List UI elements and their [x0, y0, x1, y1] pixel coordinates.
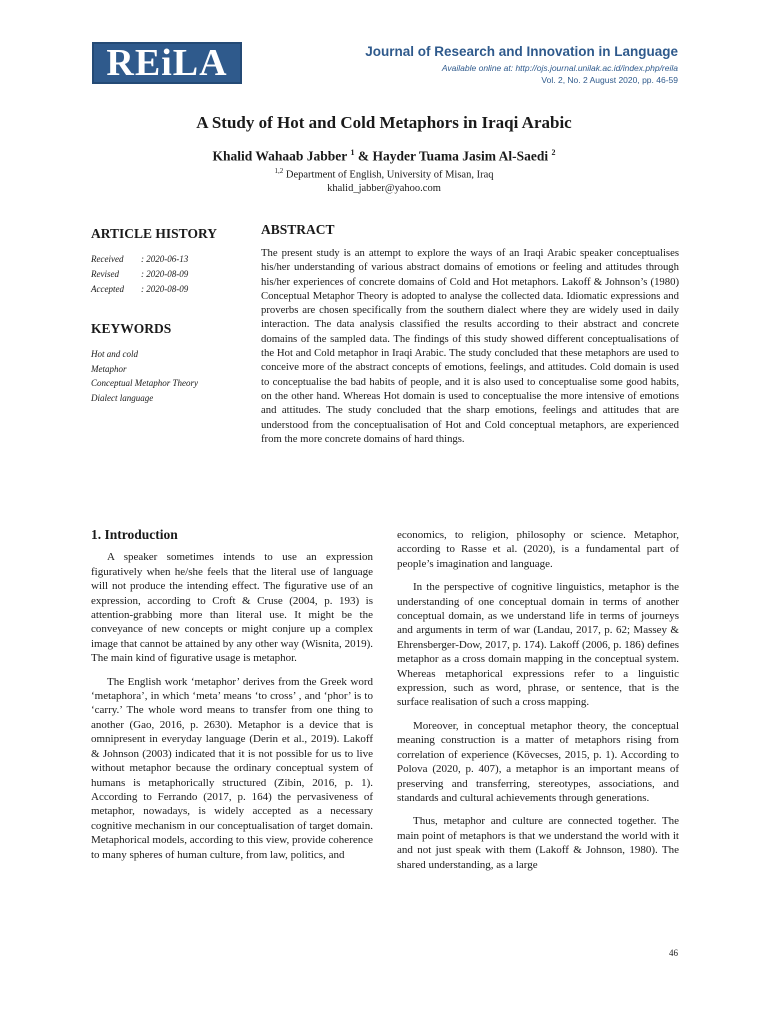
author-2-sup: 2 — [551, 148, 556, 157]
body-paragraph: The English work ‘metaphor’ derives from the Greek word ‘metaphora’, in which ‘meta’ means ‘to cross’ , and ‘phor’ is to ‘carry.’ The whole word means to transfer from one thing to another (Gao, 2016, p. 2630). Metaphor is a device that is omnipresent in everyday language (Derin et al., 2019). Lakoff & Johnson (2003) indicated that it is not possible for us to live without metaphor because the ordinary conceptual system of humans is metaphorically structured (Zibin, 2016, p. 1). According to Ferrando (2017, p. 164) the pervasiveness of metaphor, nowadays, is widely accepted as a necessary cognitive mechanism in our conceptualisation of target domain. Metaphorical models, according to this view, provide coherence to many spheres of human culture, from law, politics, and — [91, 675, 373, 861]
body-paragraph: Moreover, in conceptual metaphor theory, the conceptual meaning construction is a matter of metaphors rising from correlation of experience (Kövecses, 2015, p. 1). According to Polova (2020, p. 407), a metaphor is an important means of preserving and transferring, stereotypes, associations, and standards and cultural achievements through generations. — [397, 719, 679, 804]
keyword-item: Metaphor — [91, 363, 127, 374]
body-right-column — [397, 528, 679, 881]
author-1-sup: 1 — [350, 148, 355, 157]
body-paragraph: Thus, metaphor and culture are connected together. The main point of metaphors is that we understand the world with it and not just speak with them (Lakoff & Johnson, 1980). The shared understanding, as a large — [397, 815, 679, 871]
body-left-column — [91, 528, 373, 871]
abstract-heading: ABSTRACT — [261, 222, 335, 237]
author-1: Khalid Wahaab Jabber — [212, 148, 348, 164]
authors — [0, 148, 768, 165]
affiliation: Department of English, University of Misan, Iraq — [285, 169, 494, 181]
affiliation-sup: 1,2 — [274, 167, 284, 175]
article-history-heading: ARTICLE HISTORY — [91, 226, 217, 241]
page-number: 46 — [669, 948, 678, 958]
author-separator: & — [354, 148, 373, 164]
available-online-link[interactable]: Available online at: http://ojs.journal.unilak.ac.id/index.php/reila — [441, 63, 678, 73]
body-paragraph: In the perspective of cognitive linguistics, metaphor is the understanding of one conceptual domain in terms of another conceptual domain, as we understand life in terms of journeys and arguments in term of war (Landau, 2017, p. 62; Massey & Ehrensberger-Dow, 2017, p. 174). Lakoff (2006, p. 186) defines metaphor as a cross domain mapping in the conceptual system. Whereas metaphorical expressions refer to a linguistic expression, such as word, phrase, or sentence, that is the surface realisation of such a cross mapping. — [397, 581, 679, 709]
history-row: Accepted : 2020-08-09 — [91, 284, 189, 294]
history-row: Received : 2020-06-13 — [91, 254, 189, 264]
body-paragraph: A speaker sometimes intends to use an expression figuratively when he/she feels that the literal use of language will not produce the intending effect. The figurative use of an expression, according to Croft & Cruse (2004, p. 193) is attention-grabbing more than literal use. It might be the conveyance of new concepts or might conjure up a complex image that cannot be attained by any other way (Wisnita, 2019). The main kind of figurative usage is metaphor. — [91, 551, 373, 665]
journal-name: Journal of Research and Innovation in Language — [365, 44, 678, 59]
history-row: Revised : 2020-08-09 — [91, 269, 189, 279]
sidebar-meta — [91, 226, 241, 405]
body-paragraph: economics, to religion, philosophy or science. Metaphor, according to Rasse et al. (2020), is a fundamental part of people’s imagination and language. — [397, 529, 679, 570]
journal-header — [365, 44, 678, 85]
keyword-item: Conceptual Metaphor Theory — [91, 378, 198, 388]
volume-info: Vol. 2, No. 2 August 2020, pp. 46-59 — [541, 75, 678, 85]
intro-heading: 1. Introduction — [91, 527, 178, 542]
keywords-heading: KEYWORDS — [91, 321, 172, 336]
paper-title: A Study of Hot and Cold Metaphors in Iraqi Arabic — [196, 113, 572, 132]
author-2: Hayder Tuama Jasim Al-Saedi — [372, 148, 549, 164]
keyword-item: Hot and cold — [91, 349, 138, 359]
keyword-item: Dialect language — [91, 392, 154, 403]
abstract-section — [261, 222, 679, 446]
affiliation-block — [0, 165, 768, 195]
author-email[interactable]: khalid_jabber@yahoo.com — [327, 182, 441, 194]
abstract-text: The present study is an attempt to explore the ways of an Iraqi Arabic speaker conceptualises his/her understanding of various abstract domains of emotions or feeling and attitudes through his/her experiences of concrete domains of Cold and Hot metaphors. Lakoff & Johnson’s (1980) Conceptual Metaphor Theory is adopted to analyse the collected data. Idiomatic expressions and proverbs are chosen specifically from the southern dialect where they are widely used in daily interaction. The data analysis classified the results according to their abstract and concrete domains of the sampled data. The findings of this study showed different conceptualisations of the Hot and Cold metaphor in Iraqi Arabic. The study concluded that these metaphors are used to conceive more of the abstract concepts of emotions, feelings, and attitudes. Cold domain is used to conceptualise the bad habits of people, and it is also used to conceptualise some good habits, on the other hand. Whereas Hot domain is used to conceptualise the more intensive of emotions and attitudes. The study concluded that the sharp emotions, feelings and attitudes that are understood from the conceptualisation of Hot and Cold conceptual metaphors, are experienced from the more concrete domains of hard things. — [261, 247, 679, 445]
reila-logo: REiLA — [92, 42, 242, 84]
